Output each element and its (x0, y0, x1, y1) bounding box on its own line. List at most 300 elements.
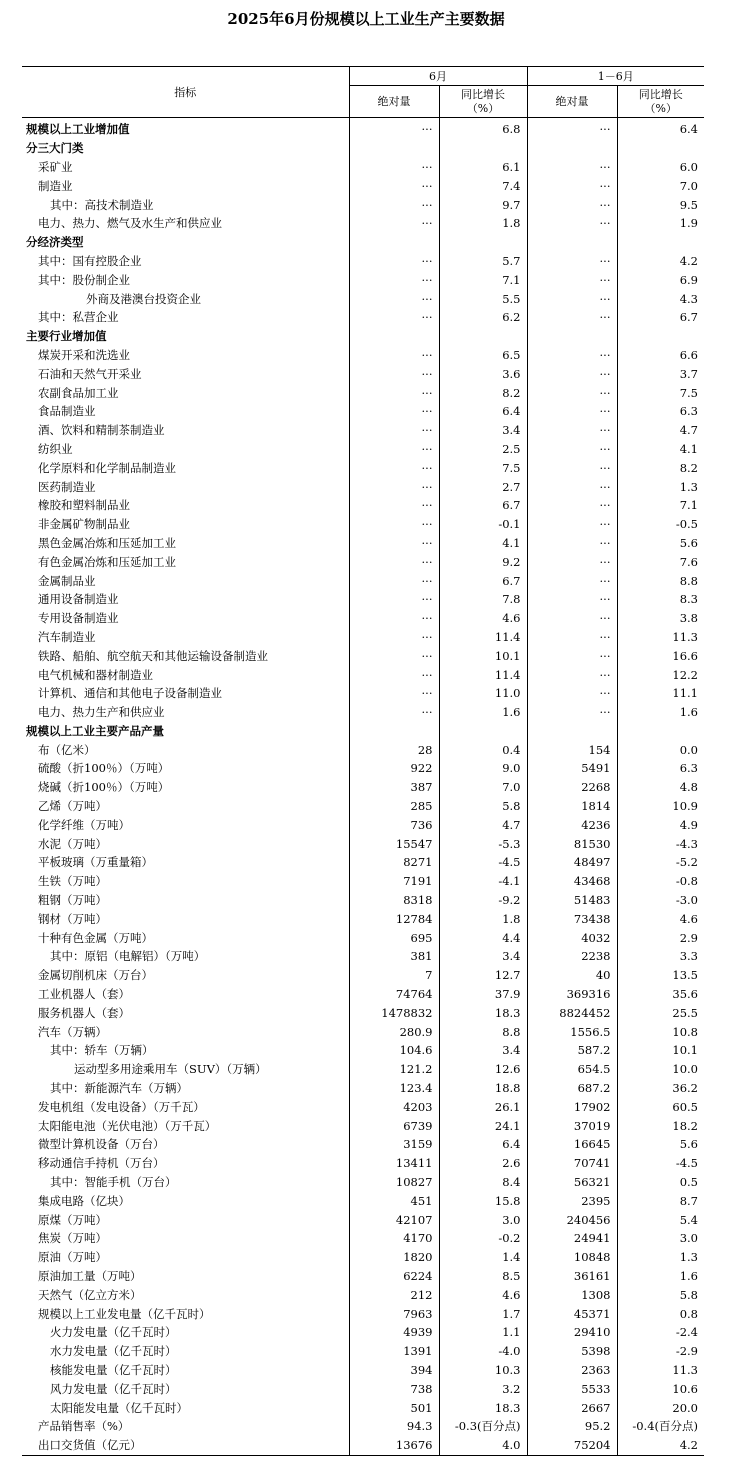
cell-janjun-growth: 6.4 (617, 118, 704, 139)
cell-june-growth: -0.2 (439, 1229, 527, 1248)
cell-june-absolute: 1478832 (349, 1003, 439, 1022)
cell-june-absolute: ··· (349, 176, 439, 195)
cell-janjun-growth: 1.6 (617, 703, 704, 722)
table-row (22, 571, 704, 590)
cell-janjun-absolute: ··· (527, 571, 617, 590)
cell-janjun-absolute: 654.5 (527, 1060, 617, 1079)
cell-janjun-absolute: ··· (527, 703, 617, 722)
cell-janjun-growth: 10.9 (617, 797, 704, 816)
cell-janjun-growth: 8.2 (617, 458, 704, 477)
cell-june-growth (439, 139, 527, 158)
table-row (22, 1285, 704, 1304)
cell-janjun-growth: 4.8 (617, 778, 704, 797)
cell-janjun-absolute: 369316 (527, 985, 617, 1004)
table-row (22, 1003, 704, 1022)
cell-janjun-absolute: ··· (527, 158, 617, 177)
cell-june-absolute: ··· (349, 214, 439, 233)
cell-janjun-absolute: ··· (527, 308, 617, 327)
table-row (22, 1379, 704, 1398)
cell-june-absolute: ··· (349, 477, 439, 496)
table-row (22, 1116, 704, 1135)
row-indicator-label: 天然气（亿立方米） (38, 1287, 142, 1302)
cell-june-absolute (349, 139, 439, 158)
table-row (22, 158, 704, 177)
cell-janjun-absolute: 40 (527, 966, 617, 985)
cell-janjun-growth: -4.3 (617, 834, 704, 853)
cell-june-growth: 15.8 (439, 1191, 527, 1210)
row-indicator-label: 主要行业增加值 (26, 329, 107, 344)
row-indicator-label: 其中：新能源汽车（万辆） (50, 1081, 188, 1096)
cell-janjun-absolute: 5398 (527, 1342, 617, 1361)
cell-june-growth: 3.4 (439, 421, 527, 440)
cell-june-absolute: 7963 (349, 1304, 439, 1323)
row-indicator-label: 采矿业 (38, 159, 73, 174)
cell-june-absolute: ··· (349, 552, 439, 571)
cell-june-growth: 1.6 (439, 703, 527, 722)
row-indicator-label: 风力发电量（亿千瓦时） (50, 1381, 177, 1396)
cell-janjun-growth: 12.2 (617, 665, 704, 684)
cell-june-absolute: 738 (349, 1379, 439, 1398)
row-indicator-label: 汽车（万辆） (38, 1024, 107, 1039)
cell-janjun-absolute: ··· (527, 214, 617, 233)
cell-janjun-growth: 10.0 (617, 1060, 704, 1079)
row-indicator-label: 通用设备制造业 (38, 592, 119, 607)
cell-june-growth: 9.7 (439, 195, 527, 214)
cell-janjun-absolute: 5491 (527, 759, 617, 778)
table-row (22, 1361, 704, 1380)
cell-june-growth: 10.3 (439, 1361, 527, 1380)
cell-june-absolute: ··· (349, 195, 439, 214)
cell-june-growth: 3.4 (439, 947, 527, 966)
cell-june-absolute: 15547 (349, 834, 439, 853)
cell-june-growth: -9.2 (439, 891, 527, 910)
cell-june-absolute: ··· (349, 383, 439, 402)
cell-june-absolute: ··· (349, 289, 439, 308)
cell-janjun-growth (617, 139, 704, 158)
cell-janjun-growth: 60.5 (617, 1097, 704, 1116)
row-indicator-label: 钢材（万吨） (38, 911, 107, 926)
cell-june-growth: 12.7 (439, 966, 527, 985)
row-indicator-label: 火力发电量（亿千瓦时） (50, 1325, 177, 1340)
table-row (22, 947, 704, 966)
cell-janjun-growth (617, 233, 704, 252)
table-row (22, 815, 704, 834)
row-indicator-label: 生铁（万吨） (38, 874, 107, 889)
cell-june-absolute: 280.9 (349, 1022, 439, 1041)
cell-janjun-growth: 1.9 (617, 214, 704, 233)
cell-janjun-absolute: ··· (527, 665, 617, 684)
table-row (22, 270, 704, 289)
cell-june-growth: 7.1 (439, 270, 527, 289)
cell-janjun-absolute: ··· (527, 684, 617, 703)
cell-june-absolute: ··· (349, 252, 439, 271)
row-indicator-label: 出口交货值（亿元） (22, 1436, 349, 1455)
cell-june-growth: 6.8 (439, 118, 527, 139)
cell-janjun-growth: -5.2 (617, 853, 704, 872)
cell-janjun-growth: 0.5 (617, 1173, 704, 1192)
cell-janjun-absolute: 24941 (527, 1229, 617, 1248)
row-indicator-label: 其中：国有控股企业 (38, 253, 142, 268)
cell-janjun-absolute: ··· (527, 552, 617, 571)
cell-june-growth: 11.0 (439, 684, 527, 703)
cell-janjun-absolute: ··· (527, 176, 617, 195)
cell-janjun-growth: 4.6 (617, 909, 704, 928)
cell-janjun-absolute (527, 722, 617, 741)
row-indicator-label: 金属切削机床（万台） (38, 968, 153, 983)
row-indicator-label: 其中：私营企业 (38, 310, 119, 325)
row-indicator-label: 石油和天然气开采业 (38, 366, 142, 381)
cell-janjun-absolute: 687.2 (527, 1079, 617, 1098)
cell-janjun-growth (617, 327, 704, 346)
cell-janjun-growth: 25.5 (617, 1003, 704, 1022)
table-row (22, 740, 704, 759)
table-row (22, 477, 704, 496)
header-indicator: 指标 (22, 67, 349, 118)
cell-janjun-absolute: 1308 (527, 1285, 617, 1304)
cell-june-absolute: ··· (349, 118, 439, 139)
table-row (22, 1041, 704, 1060)
cell-june-absolute: 4203 (349, 1097, 439, 1116)
row-indicator-label: 其中：轿车（万辆） (50, 1043, 154, 1058)
cell-june-absolute: 381 (349, 947, 439, 966)
cell-june-growth: 24.1 (439, 1116, 527, 1135)
cell-janjun-absolute: 1814 (527, 797, 617, 816)
table-row (22, 646, 704, 665)
row-indicator-label: 硫酸（折100％）（万吨） (38, 761, 170, 776)
row-indicator-label: 食品制造业 (38, 404, 96, 419)
cell-june-growth: 0.4 (439, 740, 527, 759)
table-row (22, 872, 704, 891)
cell-june-absolute: 4939 (349, 1323, 439, 1342)
cell-june-absolute: 6224 (349, 1267, 439, 1286)
cell-janjun-growth: -2.9 (617, 1342, 704, 1361)
cell-june-absolute: 212 (349, 1285, 439, 1304)
cell-june-growth (439, 722, 527, 741)
cell-janjun-growth: -0.8 (617, 872, 704, 891)
cell-janjun-absolute: 95.2 (527, 1417, 617, 1436)
table-row (22, 665, 704, 684)
table-row (22, 1323, 704, 1342)
cell-june-absolute: ··· (349, 308, 439, 327)
cell-june-growth: 18.8 (439, 1079, 527, 1098)
table-row (22, 1436, 704, 1455)
cell-janjun-absolute: ··· (527, 118, 617, 139)
row-indicator-label: 发电机组（发电设备）（万千瓦） (38, 1099, 205, 1114)
table-row (22, 703, 704, 722)
table-row (22, 628, 704, 647)
cell-june-growth: 8.2 (439, 383, 527, 402)
cell-june-absolute: 10827 (349, 1173, 439, 1192)
cell-janjun-growth: 13.5 (617, 966, 704, 985)
cell-janjun-absolute (527, 327, 617, 346)
cell-janjun-growth: 1.3 (617, 1248, 704, 1267)
cell-june-absolute: 387 (349, 778, 439, 797)
cell-june-growth: 1.8 (439, 909, 527, 928)
row-indicator-label: 铁路、船舶、航空航天和其他运输设备制造业 (38, 648, 268, 663)
row-indicator-label: 汽车制造业 (38, 629, 96, 644)
cell-janjun-absolute: ··· (527, 195, 617, 214)
cell-janjun-absolute: ··· (527, 496, 617, 515)
row-indicator-label: 化学原料和化学制品制造业 (38, 460, 176, 475)
cell-janjun-absolute: ··· (527, 458, 617, 477)
cell-june-absolute: 695 (349, 928, 439, 947)
table-row (22, 515, 704, 534)
cell-june-absolute: ··· (349, 534, 439, 553)
cell-janjun-growth: -0.4(百分点) (617, 1417, 704, 1436)
row-indicator-label: 十种有色金属（万吨） (38, 930, 153, 945)
row-indicator-label: 化学纤维（万吨） (38, 817, 130, 832)
cell-janjun-absolute: ··· (527, 477, 617, 496)
cell-janjun-growth: 4.9 (617, 815, 704, 834)
cell-june-growth: 18.3 (439, 1398, 527, 1417)
row-indicator-label: 分三大门类 (26, 141, 84, 156)
cell-janjun-growth: -2.4 (617, 1323, 704, 1342)
cell-june-absolute: 7191 (349, 872, 439, 891)
cell-janjun-absolute: 17902 (527, 1097, 617, 1116)
table-row (22, 383, 704, 402)
cell-janjun-absolute: 37019 (527, 1116, 617, 1135)
cell-june-growth: 3.2 (439, 1379, 527, 1398)
cell-janjun-absolute: 36161 (527, 1267, 617, 1286)
cell-june-growth: 6.4 (439, 1135, 527, 1154)
cell-janjun-absolute: 16645 (527, 1135, 617, 1154)
cell-june-absolute: ··· (349, 703, 439, 722)
cell-janjun-absolute: ··· (527, 646, 617, 665)
cell-june-growth: 7.5 (439, 458, 527, 477)
cell-janjun-growth: 0.8 (617, 1304, 704, 1323)
cell-janjun-growth: -0.5 (617, 515, 704, 534)
cell-janjun-growth: 6.0 (617, 158, 704, 177)
cell-janjun-growth: 10.8 (617, 1022, 704, 1041)
table-row (22, 1229, 704, 1248)
cell-june-absolute: 104.6 (349, 1041, 439, 1060)
table-row (22, 609, 704, 628)
header-june-absolute: 绝对量 (349, 86, 439, 118)
row-indicator-label: 微型计算机设备（万台） (38, 1137, 165, 1152)
cell-june-growth: 5.5 (439, 289, 527, 308)
cell-janjun-absolute: 70741 (527, 1154, 617, 1173)
cell-june-growth: 9.2 (439, 552, 527, 571)
cell-janjun-growth: 3.8 (617, 609, 704, 628)
row-indicator-label: 核能发电量（亿千瓦时） (50, 1362, 177, 1377)
row-indicator-label: 工业机器人（套） (38, 987, 130, 1002)
table-row (22, 797, 704, 816)
cell-janjun-growth: 2.9 (617, 928, 704, 947)
cell-june-absolute: ··· (349, 646, 439, 665)
cell-june-growth (439, 233, 527, 252)
cell-june-absolute: ··· (349, 684, 439, 703)
row-indicator-label: 原煤（万吨） (38, 1212, 107, 1227)
cell-june-growth: -4.1 (439, 872, 527, 891)
table-row (22, 1304, 704, 1323)
row-indicator-label: 集成电路（亿块） (38, 1193, 130, 1208)
row-indicator-label: 服务机器人（套） (38, 1005, 130, 1020)
cell-june-growth: 6.2 (439, 308, 527, 327)
cell-janjun-growth: 35.6 (617, 985, 704, 1004)
cell-janjun-growth: 4.2 (617, 1436, 704, 1455)
table-body (22, 118, 704, 1456)
row-indicator-label: 规模以上工业主要产品产量 (26, 723, 164, 738)
row-indicator-label: 专用设备制造业 (38, 611, 119, 626)
cell-june-growth: 6.4 (439, 402, 527, 421)
cell-janjun-growth: 7.5 (617, 383, 704, 402)
cell-janjun-growth: 3.7 (617, 364, 704, 383)
table-row (22, 176, 704, 195)
cell-janjun-absolute: 2667 (527, 1398, 617, 1417)
cell-janjun-absolute: 2238 (527, 947, 617, 966)
table-row (22, 722, 704, 741)
row-indicator-label: 外商及港澳台投资企业 (86, 291, 201, 306)
cell-janjun-growth: 1.3 (617, 477, 704, 496)
growth-label: 同比增长 (461, 87, 505, 101)
cell-janjun-growth: 3.0 (617, 1229, 704, 1248)
cell-janjun-absolute: ··· (527, 346, 617, 365)
cell-janjun-absolute: ··· (527, 534, 617, 553)
cell-janjun-growth: 20.0 (617, 1398, 704, 1417)
cell-june-growth: 12.6 (439, 1060, 527, 1079)
cell-june-absolute: 74764 (349, 985, 439, 1004)
row-indicator-label: 布（亿米） (38, 742, 96, 757)
table-header (22, 67, 704, 118)
cell-june-absolute: ··· (349, 346, 439, 365)
cell-janjun-absolute: 2268 (527, 778, 617, 797)
cell-june-growth: 5.7 (439, 252, 527, 271)
table-row (22, 1398, 704, 1417)
cell-june-growth: 37.9 (439, 985, 527, 1004)
cell-janjun-growth: 8.3 (617, 590, 704, 609)
table-row (22, 118, 704, 139)
table-row (22, 1248, 704, 1267)
cell-june-absolute: ··· (349, 609, 439, 628)
row-indicator-label: 规模以上工业发电量（亿千瓦时） (38, 1306, 211, 1321)
cell-june-absolute: 922 (349, 759, 439, 778)
cell-janjun-absolute: ··· (527, 628, 617, 647)
table-row (22, 214, 704, 233)
cell-janjun-growth (617, 722, 704, 741)
cell-june-growth: 8.8 (439, 1022, 527, 1041)
cell-janjun-absolute: ··· (527, 590, 617, 609)
cell-janjun-absolute: 5533 (527, 1379, 617, 1398)
cell-june-growth: 6.7 (439, 496, 527, 515)
header-janjun-growth (617, 86, 704, 118)
row-indicator-label: 其中：智能手机（万台） (50, 1175, 177, 1190)
header-period-jan-jun: 1－6月 (527, 67, 704, 86)
cell-janjun-growth: 4.2 (617, 252, 704, 271)
cell-janjun-absolute: ··· (527, 383, 617, 402)
cell-june-growth: 26.1 (439, 1097, 527, 1116)
cell-janjun-growth: 8.7 (617, 1191, 704, 1210)
row-indicator-label: 农副食品加工业 (38, 385, 119, 400)
table-row (22, 364, 704, 383)
cell-june-absolute: 28 (349, 740, 439, 759)
cell-janjun-absolute: 2395 (527, 1191, 617, 1210)
table-row (22, 1135, 704, 1154)
cell-june-absolute: ··· (349, 665, 439, 684)
table-row (22, 684, 704, 703)
cell-june-growth: -0.3(百分点) (439, 1417, 527, 1436)
cell-janjun-growth: 6.7 (617, 308, 704, 327)
table-row (22, 421, 704, 440)
cell-june-growth: 1.8 (439, 214, 527, 233)
document-title: 2025年6月份规模以上工业生产主要数据 (227, 10, 505, 28)
cell-june-absolute: ··· (349, 421, 439, 440)
cell-june-growth: 1.4 (439, 1248, 527, 1267)
table-row (22, 534, 704, 553)
cell-june-growth: 8.4 (439, 1173, 527, 1192)
table-row (22, 1060, 704, 1079)
row-indicator-label: 焦炭（万吨） (38, 1231, 107, 1246)
row-indicator-label: 太阳能发电量（亿千瓦时） (50, 1400, 188, 1415)
row-indicator-label: 分经济类型 (26, 235, 84, 250)
cell-june-absolute: 1391 (349, 1342, 439, 1361)
cell-janjun-growth: 11.1 (617, 684, 704, 703)
table-row (22, 327, 704, 346)
cell-janjun-growth: 8.8 (617, 571, 704, 590)
cell-janjun-absolute: 73438 (527, 909, 617, 928)
table-row (22, 289, 704, 308)
cell-june-growth: 11.4 (439, 665, 527, 684)
cell-june-growth: 1.7 (439, 1304, 527, 1323)
cell-janjun-growth: 4.7 (617, 421, 704, 440)
table-row (22, 252, 704, 271)
cell-june-absolute: ··· (349, 571, 439, 590)
table-row (22, 853, 704, 872)
cell-june-growth: -4.5 (439, 853, 527, 872)
cell-june-absolute (349, 327, 439, 346)
cell-janjun-growth: 7.0 (617, 176, 704, 195)
row-indicator-label: 水力发电量（亿千瓦时） (50, 1344, 177, 1359)
row-indicator-label: 金属制品业 (38, 573, 96, 588)
cell-janjun-growth: 16.6 (617, 646, 704, 665)
table-row (22, 195, 704, 214)
table-row (22, 909, 704, 928)
cell-janjun-growth: 9.5 (617, 195, 704, 214)
cell-june-growth: 4.6 (439, 609, 527, 628)
cell-june-growth: 4.4 (439, 928, 527, 947)
cell-june-absolute: 451 (349, 1191, 439, 1210)
cell-june-growth: -4.0 (439, 1342, 527, 1361)
cell-janjun-absolute: 1556.5 (527, 1022, 617, 1041)
cell-janjun-absolute: 81530 (527, 834, 617, 853)
cell-janjun-growth: 10.6 (617, 1379, 704, 1398)
growth-unit: （%） (644, 101, 677, 115)
cell-june-absolute: 12784 (349, 909, 439, 928)
row-indicator-label: 原油加工量（万吨） (38, 1269, 142, 1283)
cell-janjun-growth: 6.3 (617, 402, 704, 421)
row-indicator-label: 平板玻璃（万重量箱） (38, 855, 153, 870)
cell-janjun-absolute: 2363 (527, 1361, 617, 1380)
cell-june-growth: -5.3 (439, 834, 527, 853)
cell-janjun-absolute: ··· (527, 421, 617, 440)
cell-june-growth: 4.0 (439, 1436, 527, 1455)
cell-june-growth: 4.6 (439, 1285, 527, 1304)
cell-janjun-growth: 5.6 (617, 1135, 704, 1154)
row-indicator-label: 煤炭开采和洗选业 (38, 347, 130, 362)
row-indicator-label: 其中：高技术制造业 (50, 197, 154, 212)
cell-janjun-absolute: 48497 (527, 853, 617, 872)
table-row (22, 308, 704, 327)
cell-june-absolute: ··· (349, 458, 439, 477)
cell-june-absolute: 94.3 (349, 1417, 439, 1436)
cell-june-absolute: ··· (349, 364, 439, 383)
cell-janjun-growth: 3.3 (617, 947, 704, 966)
cell-june-absolute: 13676 (349, 1436, 439, 1455)
table-row (22, 346, 704, 365)
cell-janjun-growth: 11.3 (617, 628, 704, 647)
cell-june-absolute: 394 (349, 1361, 439, 1380)
table-row (22, 458, 704, 477)
cell-june-growth (439, 327, 527, 346)
